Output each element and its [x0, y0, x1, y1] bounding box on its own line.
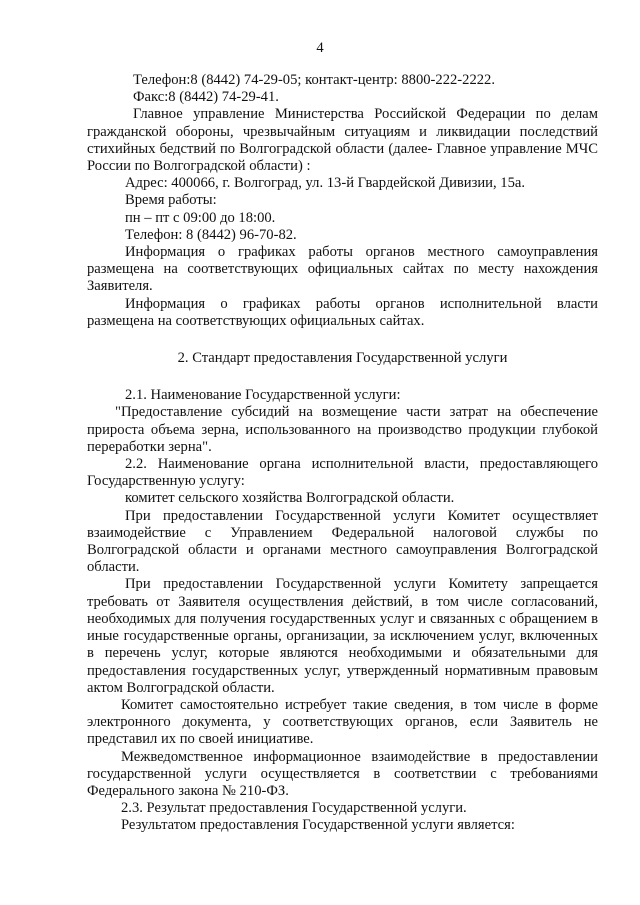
paragraph-result: Результатом предоставления Государственной услуги является: — [121, 817, 515, 834]
mchs-hours-value: пн – пт с 09:00 до 18:00. — [125, 209, 276, 226]
page-number: 4 — [316, 40, 324, 56]
paragraph-local-schedules: Информация о графиках работы органов местного самоуправления размещена на соответствующих официальных сайтах по месту нахождения Заявителя. — [87, 244, 598, 295]
paragraph-service-name: "Предоставление субсидий на возмещение части затрат на обеспечение прироста объема зерна, использованного на производство продукции глубокой переработки зерна". — [87, 404, 598, 455]
contact-fax-line: Факс:8 (8442) 74-29-41. — [133, 89, 279, 106]
paragraph-prohibition: При предоставлении Государственной услуги Комитету запрещается требовать от Заявителя осуществления действий, в том числе согласований, необходимых для получения государственных услуг и связанных с обращением в иные государственные органы, организации, за исключением услуг, включенных в перечень услуг, которые являются необходимыми и обязательными для предоставления государственных услуг, утвержденный нормативным правовым актом Волгоградской области. — [87, 576, 598, 696]
paragraph-2-3: 2.3. Результат предоставления Государственной услуги. — [121, 800, 467, 817]
paragraph-interaction: При предоставлении Государственной услуги Комитет осуществляет взаимодействие с Управлением Федеральной налоговой службы по Волгоградской области и органами местного самоуправления Волгоградской области. — [87, 507, 598, 576]
section-heading: 2. Стандарт предоставления Государственной услуги — [177, 350, 508, 367]
contact-phone-line: Телефон:8 (8442) 74-29-05; контакт-центр: 8800-222-2222. — [133, 72, 496, 88]
paragraph-2-2: 2.2. Наименование органа исполнительной власти, предоставляющего Государственную услугу: — [87, 456, 598, 490]
mchs-address-line: Адрес: 400066, г. Волгоград, ул. 13-й Гвардейской Дивизии, 15а. — [125, 175, 525, 192]
paragraph-executive-schedules: Информация о графиках работы органов исполнительной власти размещена на соответствующих официальных сайтах. — [87, 295, 598, 329]
paragraph-2-1: 2.1. Наименование Государственной услуги: — [125, 387, 401, 404]
paragraph-mchs-intro: Главное управление Министерства Российской Федерации по делам гражданской обороны, чрезвычайным ситуациям и ликвидации последствий стихийных бедствий по Волгоградской области (далее- Главное управление МЧС России по Волгоградской области) : — [87, 106, 598, 175]
paragraph-self-request: Комитет самостоятельно истребует такие сведения, в том числе в форме электронного документа, у соответствующих органов, если Заявитель не представил их по своей инициативе. — [87, 696, 598, 748]
paragraph-committee: комитет сельского хозяйства Волгоградской области. — [125, 490, 455, 507]
mchs-phone-line: Телефон: 8 (8442) 96-70-82. — [125, 226, 297, 243]
mchs-hours-label: Время работы: — [125, 192, 217, 209]
document-body — [87, 72, 598, 835]
paragraph-interagency: Межведомственное информационное взаимодействие в предоставлении государственной услуги осуществляется в соответствии с требованиями Федерального закона № 210-ФЗ. — [87, 748, 598, 799]
